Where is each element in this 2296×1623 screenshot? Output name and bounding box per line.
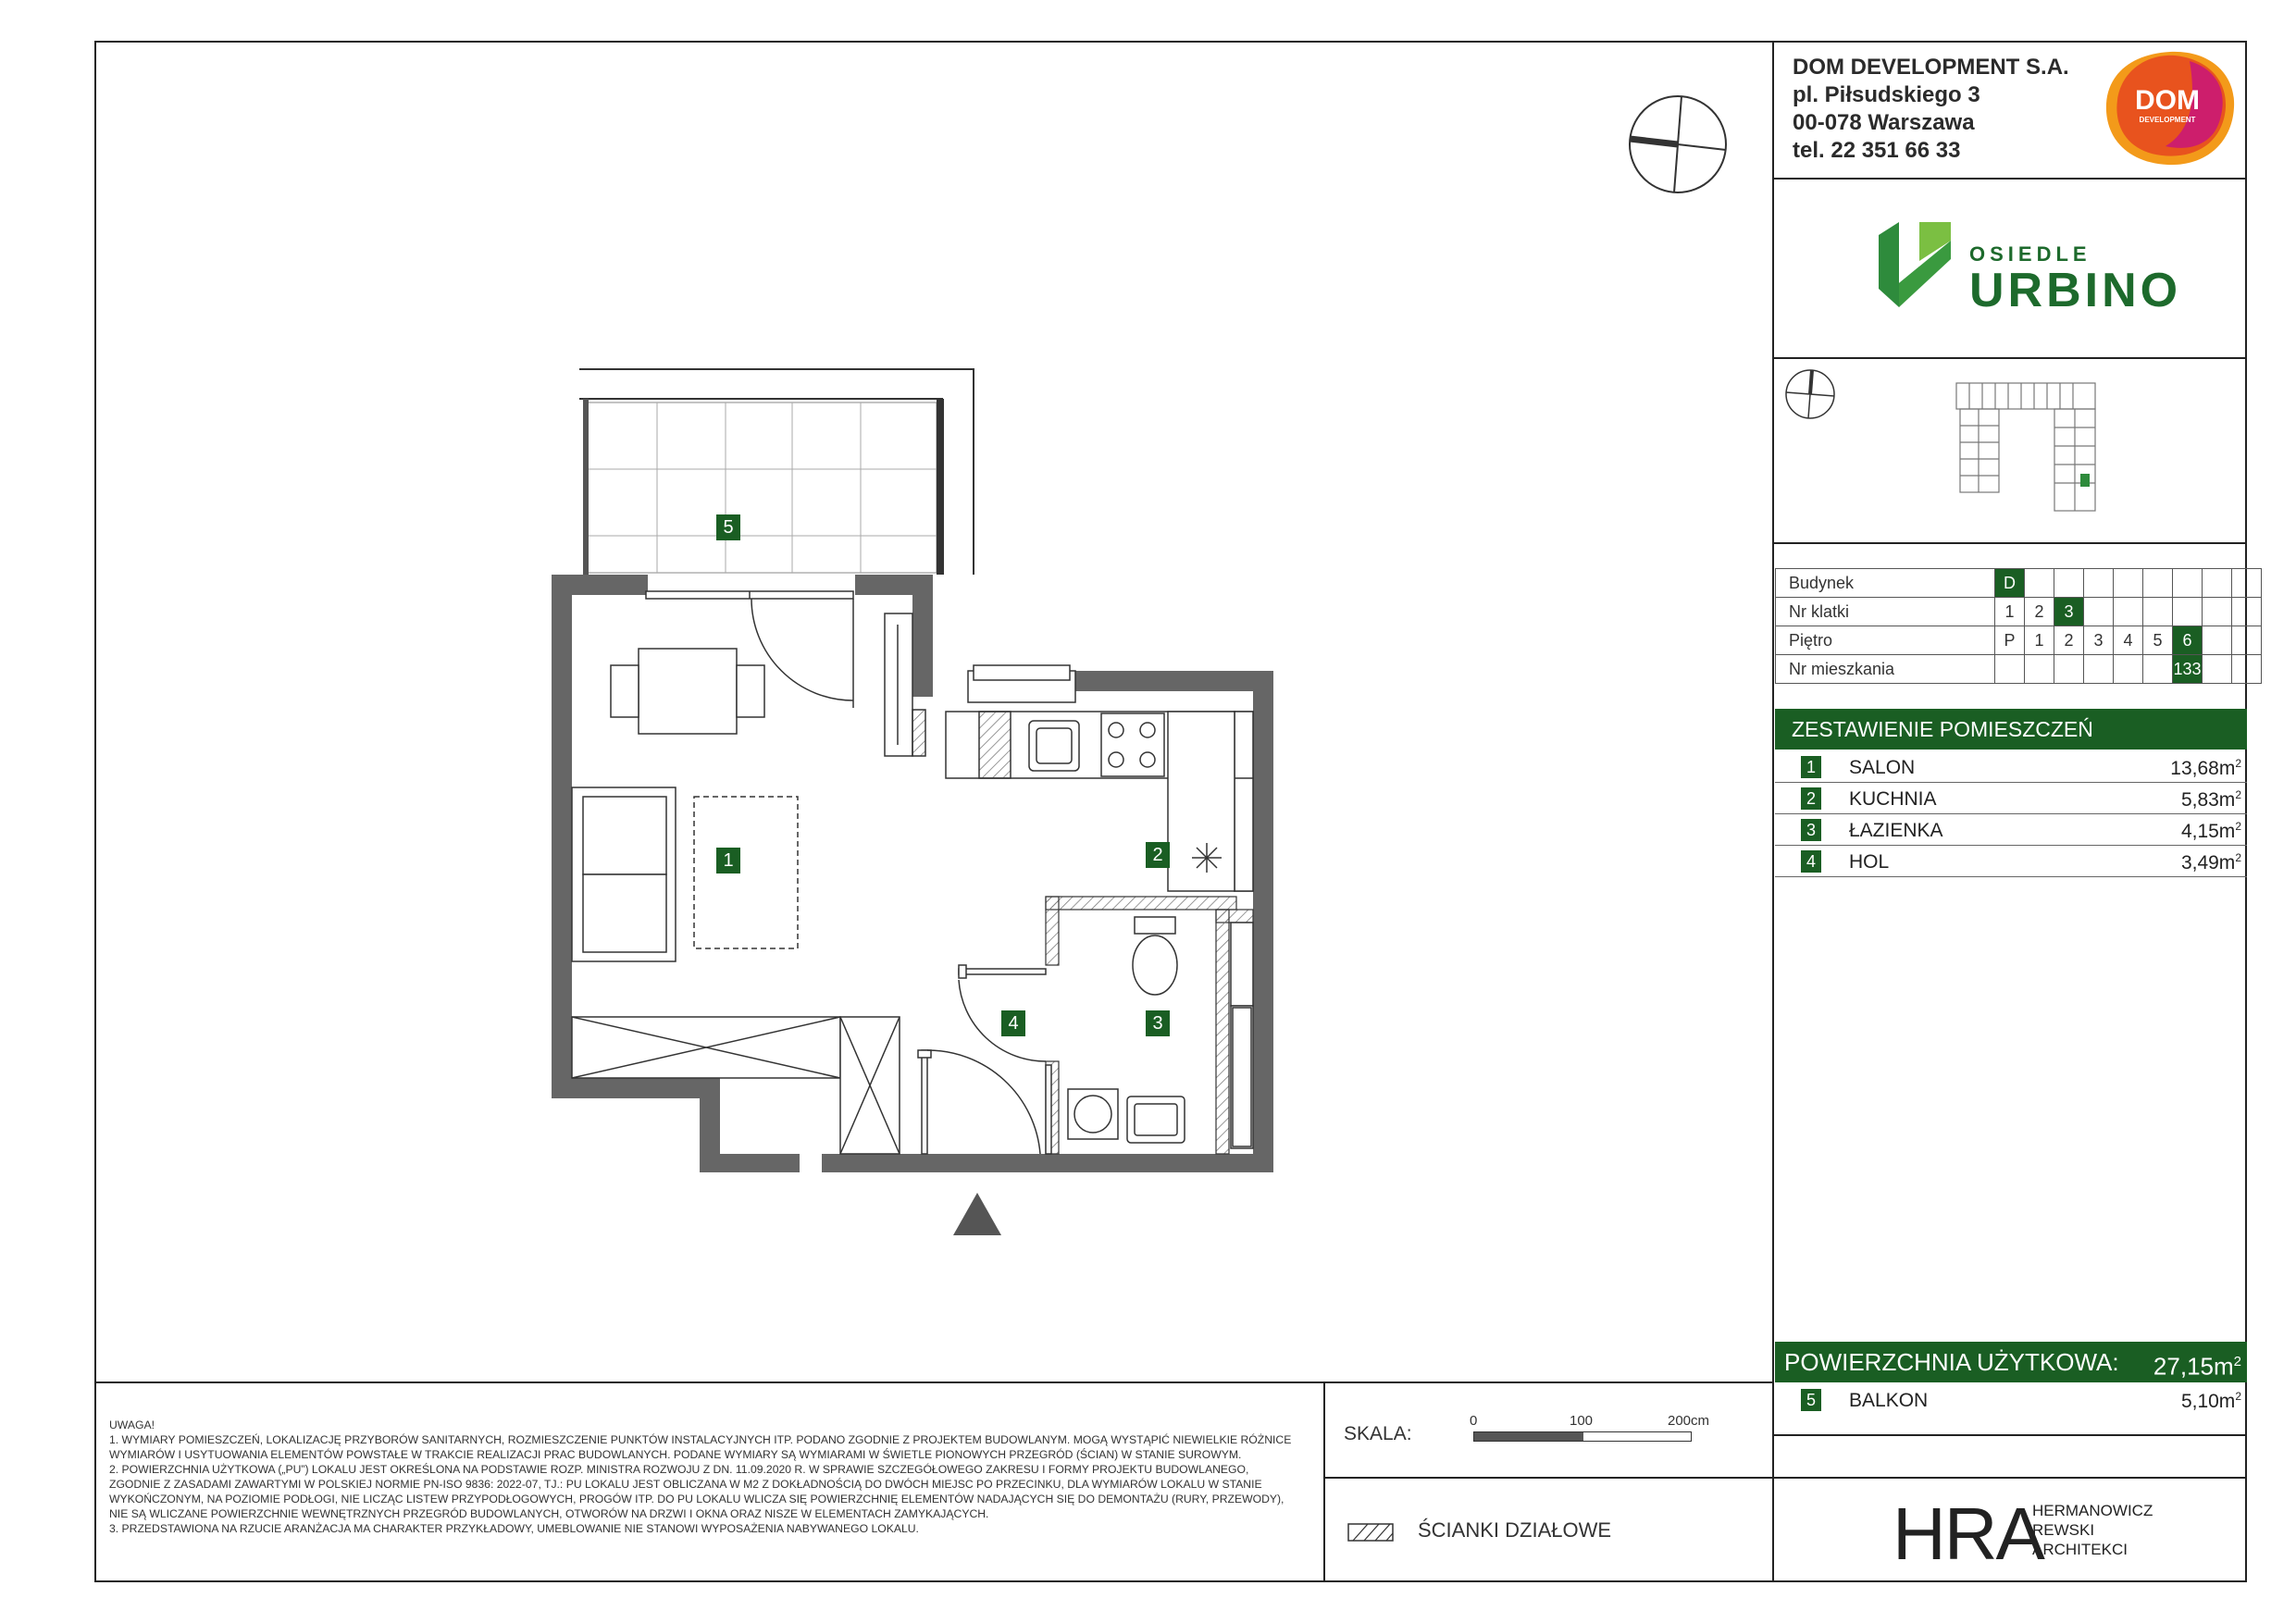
company-name: DOM DEVELOPMENT S.A. (1793, 55, 2069, 80)
floor-row (1776, 626, 2262, 655)
notes-block (109, 1418, 1312, 1536)
floor-p: P (1995, 626, 2025, 655)
header-divider-2 (1772, 357, 2247, 359)
partition-hatch-icon (1347, 1523, 1394, 1542)
balcony-area: $5,10m^2$ (2180, 1390, 2241, 1412)
room-row (1775, 846, 2247, 877)
notes-title: UWAGA! (109, 1419, 155, 1431)
floor-5: 5 (2143, 626, 2173, 655)
room-row (1775, 751, 2247, 783)
balcony-divider (1772, 1434, 2247, 1436)
scale-tick-100: 100 (1570, 1413, 1594, 1429)
building-value: D (1995, 569, 2025, 598)
staircase-label: Nr klatki (1776, 598, 1995, 626)
total-value: $27,15m^2$ (2153, 1352, 2241, 1381)
note-line: WYMIARÓW I USYTUOWANIA ELEMENTÓW POWSTAŁE W TRAKCIE REALIZACJI PRAC BUDOWLANYCH. PODANE WYMIARY SĄ WYMIARAMI W ŚWIETLE PIONOWYCH PRZEGRÓD (ŚCIAN) W STANIE SUROWYM. (109, 1448, 1242, 1461)
apartment-value: 133 (2173, 655, 2203, 684)
rooms-title: ZESTAWIENIE POMIESZCZEŃ (1775, 709, 2247, 750)
balcony (579, 369, 974, 575)
room-row (1775, 783, 2247, 814)
scale-divider (1323, 1381, 1325, 1582)
keyplan-building (1951, 378, 2108, 516)
plan-label-room-3: 3 (1146, 1010, 1170, 1036)
scale-tick-200: 200cm (1668, 1413, 1710, 1429)
floor-3: 3 (2084, 626, 2114, 655)
plan-label-room-4: 4 (1001, 1010, 1025, 1036)
dom-development-logo (2101, 48, 2240, 168)
plan-label-room-2: 2 (1146, 842, 1170, 868)
room-area: $5,83m^2$ (2180, 788, 2241, 811)
room-name: HOL (1849, 851, 1890, 873)
dom-logo-subtext: DEVELOPMENT (2139, 116, 2196, 124)
balcony-number: 5 (1801, 1389, 1821, 1411)
dining-set (611, 649, 764, 734)
total-area-bar (1775, 1342, 2247, 1382)
staircase-row (1776, 598, 2262, 626)
staircase-3: 3 (2054, 598, 2084, 626)
room-number: 3 (1801, 819, 1821, 841)
room-row (1775, 814, 2247, 846)
room-area: $13,68m^2$ (2170, 757, 2241, 779)
building-row (1776, 569, 2262, 598)
company-street: pl. Piłsudskiego 3 (1793, 82, 1980, 107)
floor-1: 1 (2025, 626, 2054, 655)
header-divider-3 (1772, 542, 2247, 544)
staircase-1: 1 (1995, 598, 2025, 626)
compass-icon (1626, 93, 1730, 196)
building-label: Budynek (1776, 569, 1995, 598)
keyplan-compass-icon (1784, 368, 1836, 420)
interior-doors (918, 965, 1051, 1154)
room-number: 4 (1801, 850, 1821, 873)
total-label: POWIERZCHNIA UŻYTKOWA: (1784, 1348, 2119, 1376)
floor-label: Piętro (1776, 626, 1995, 655)
urbino-logo-icon (1879, 218, 1953, 311)
floor-2: 2 (2054, 626, 2084, 655)
room-number: 2 (1801, 787, 1821, 810)
room-name: SALON (1849, 757, 1916, 778)
company-address (1793, 54, 2069, 165)
company-city: 00-078 Warszawa (1793, 110, 1975, 135)
legend-divider (1323, 1477, 1775, 1479)
note-line: WYKOŃCZONYM, NA POZIOMIE PODŁOGI, NIE LICZĄC LISTEW PRZYPODŁOGOWYCH, PROGÓW ITP. DO PU LOKALU WLICZA SIĘ POWIERZCHNIĘ ELEMENTÓW NADAJĄCYCH SIĘ DO DEMONTAŻU (RURY, PRZEWODY), (109, 1493, 1285, 1505)
note-line: 2. POWIERZCHNIA UŻYTKOWA („PU”) LOKALU JEST OKREŚLONA NA PODSTAWIE ROZP. MINISTRA ROZWOJU Z DN. 11.09.2020 R. W SPRAWIE SZCZEGÓŁOWEGO ZAKRESU I FORMY PROJEKTU BUDOWLANEGO, (109, 1463, 1249, 1476)
note-line: ZGODNIE Z ZASADAMI ZAWARTYMI W POLSKIEJ NORMIE PN-ISO 9836: 2022-07, TJ.: PU LOKALU JEST OBLICZANA W M2 Z DOKŁADNOŚCIĄ DO DWÓCH MIEJSC PO PRZECINKU, DLA WYMIARÓW LOKALU W STANIE (109, 1478, 1262, 1491)
architect-names: HERMANOWICZ REWSKI ARCHITEKCI (2032, 1502, 2153, 1558)
project-name: URBINO (1969, 264, 2182, 317)
scale-label: SKALA: (1344, 1423, 1412, 1444)
staircase-2: 2 (2025, 598, 2054, 626)
notes-divider (94, 1381, 1774, 1383)
header-divider-1 (1772, 178, 2247, 180)
apartment-info-table (1775, 568, 2262, 684)
room-name: ŁAZIENKA (1849, 820, 1943, 841)
apartment-label: Nr mieszkania (1776, 655, 1995, 684)
architect-logo: HRA (1893, 1493, 2043, 1575)
note-line: 1. WYMIARY POMIESZCZEŃ, LOKALIZACJĘ PRZYBORÓW SANITARNYCH, ROZMIESZCZENIE PUNKTÓW INSTALACYJNYCH ITP. PODANO ZGODNIE Z PROJEKTEM BUDOWLANYM. MOGĄ WYSTĄPIĆ NIEWIELKIE RÓŻNICE (109, 1433, 1292, 1446)
room-area: $4,15m^2$ (2180, 820, 2241, 842)
sofa (572, 787, 798, 961)
note-line: 3. PRZEDSTAWIONA NA RZUCIE ARANŻACJA MA CHARAKTER PRZYKŁADOWY, UMEBLOWANIE NIE STANOWI WYPOSAŻENIA NABYWANEGO LOKALU. (109, 1522, 919, 1535)
apartment-row (1776, 655, 2262, 684)
balcony-name: BALKON (1849, 1390, 1929, 1411)
scale-bar (1473, 1431, 1692, 1442)
legend-partition-text: ŚCIANKI DZIAŁOWE (1418, 1518, 1612, 1542)
floor-6: 6 (2173, 626, 2203, 655)
entrance-arrow-icon (953, 1193, 1001, 1235)
room-area: $3,49m^2$ (2180, 851, 2241, 873)
plan-label-room-5: 5 (716, 514, 740, 540)
project-small-name: OSIEDLE (1969, 242, 2091, 266)
scale-tick-0: 0 (1470, 1413, 1478, 1429)
architect-divider (1772, 1477, 2247, 1479)
floor-4: 4 (2114, 626, 2143, 655)
plan-label-room-1: 1 (716, 848, 740, 873)
company-phone: tel. 22 351 66 33 (1793, 138, 1961, 163)
floor-plan (546, 365, 1333, 1254)
room-number: 1 (1801, 756, 1821, 778)
note-line: NIE SĄ WLICZANE POWIERZCHNIE WEWNĘTRZNYCH PRZEGRÓD BUDOWLANYCH, OTWORÓW NA DRZWI I OKNA ORAZ NISZE W ELEMENTACH ZAMYKAJĄCYCH. (109, 1507, 989, 1520)
panel-divider (1772, 41, 1774, 1582)
balcony-row (1775, 1384, 2247, 1416)
dom-logo-text: DOM (2135, 85, 2200, 116)
room-name: KUCHNIA (1849, 788, 1937, 810)
